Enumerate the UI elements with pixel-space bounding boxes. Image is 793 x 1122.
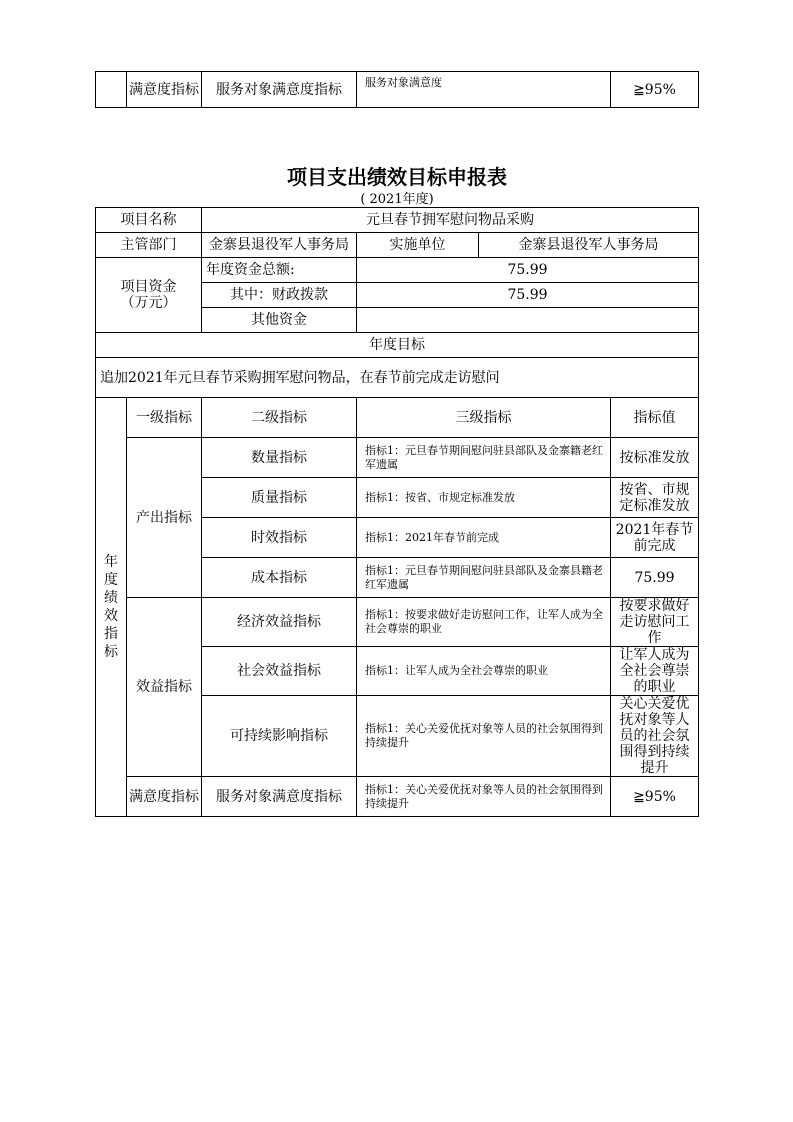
benefit-second-level: 经济效益指标 (202, 598, 357, 647)
page-subtitle: ( 2021年度) (360, 192, 434, 207)
fragment-third-level: 服务对象满意度 (357, 72, 611, 108)
benefit-second-level: 可持续影响指标 (202, 696, 357, 777)
performance-table (95, 207, 699, 817)
indicator-side-label: 年 度 绩 效 指 标 (96, 398, 127, 817)
fragment-side-cell (96, 72, 127, 108)
satisfaction-second-level: 服务对象满意度指标 (202, 777, 357, 817)
satisfaction-value: ≧95% (611, 777, 699, 817)
total-funds-value: 75.99 (357, 258, 699, 283)
output-third-level: 指标1：元旦春节期间慰问驻县部队及金寨县籍老红军遗属 (357, 558, 611, 598)
header-third-level: 三级指标 (357, 398, 611, 438)
benefit-value: 关心关爱优抚对象等人员的社会氛围得到持续提升 (611, 696, 699, 777)
benefit-third-level: 指标1：按要求做好走访慰问工作，让军人成为全社会尊崇的职业 (357, 598, 611, 647)
satisfaction-indicator-label: 满意度指标 (127, 777, 202, 817)
impl-label: 实施单位 (357, 233, 479, 258)
dept-value: 金寨县退役军人事务局 (202, 233, 357, 258)
output-second-level: 时效指标 (202, 518, 357, 558)
benefit-third-level: 指标1：让军人成为全社会尊崇的职业 (357, 647, 611, 696)
total-funds-label: 年度资金总额: (202, 258, 357, 283)
output-third-level: 指标1：元旦春节期间慰问驻县部队及金寨籍老红军遗属 (357, 438, 611, 478)
annual-goal-text: 追加2021年元旦春节采购拥军慰问物品，在春节前完成走访慰问 (96, 358, 699, 398)
fiscal-funds-value: 75.99 (357, 283, 699, 308)
impl-value: 金寨县退役军人事务局 (479, 233, 699, 258)
benefit-value: 让军人成为全社会尊崇的职业 (611, 647, 699, 696)
fiscal-funds-label: 其中：财政拨款 (202, 283, 357, 308)
other-funds-label: 其他资金 (202, 308, 357, 333)
other-funds-value (357, 308, 699, 333)
project-name-label: 项目名称 (96, 208, 202, 233)
output-second-level: 数量指标 (202, 438, 357, 478)
funds-label: 项目资金 （万元） (96, 258, 202, 333)
header-second-level: 二级指标 (202, 398, 357, 438)
fragment-second-level: 服务对象满意度指标 (202, 72, 357, 108)
fragment-value: ≧95% (611, 72, 699, 108)
project-name-value: 元旦春节拥军慰问物品采购 (202, 208, 699, 233)
output-indicator-label: 产出指标 (127, 438, 202, 598)
benefit-third-level: 指标1：关心关爱优抚对象等人员的社会氛围得到持续提升 (357, 696, 611, 777)
output-second-level: 质量指标 (202, 478, 357, 518)
top-fragment-table (95, 71, 699, 108)
benefit-value: 按要求做好走访慰问工作 (611, 598, 699, 647)
header-value: 指标值 (611, 398, 699, 438)
page-title: 项目支出绩效目标申报表 (287, 165, 507, 189)
output-value: 2021年春节前完成 (611, 518, 699, 558)
dept-label: 主管部门 (96, 233, 202, 258)
benefit-indicator-label: 效益指标 (127, 598, 202, 777)
benefit-second-level: 社会效益指标 (202, 647, 357, 696)
satisfaction-third-level: 指标1：关心关爱优抚对象等人员的社会氛围得到持续提升 (357, 777, 611, 817)
output-value: 按省、市规定标准发放 (611, 478, 699, 518)
output-second-level: 成本指标 (202, 558, 357, 598)
output-value: 按标准发放 (611, 438, 699, 478)
output-third-level: 指标1：按省、市规定标准发放 (357, 478, 611, 518)
output-third-level: 指标1：2021年春节前完成 (357, 518, 611, 558)
output-value: 75.99 (611, 558, 699, 598)
fragment-first-level: 满意度指标 (127, 72, 202, 108)
header-first-level: 一级指标 (127, 398, 202, 438)
annual-goal-label: 年度目标 (96, 333, 699, 358)
